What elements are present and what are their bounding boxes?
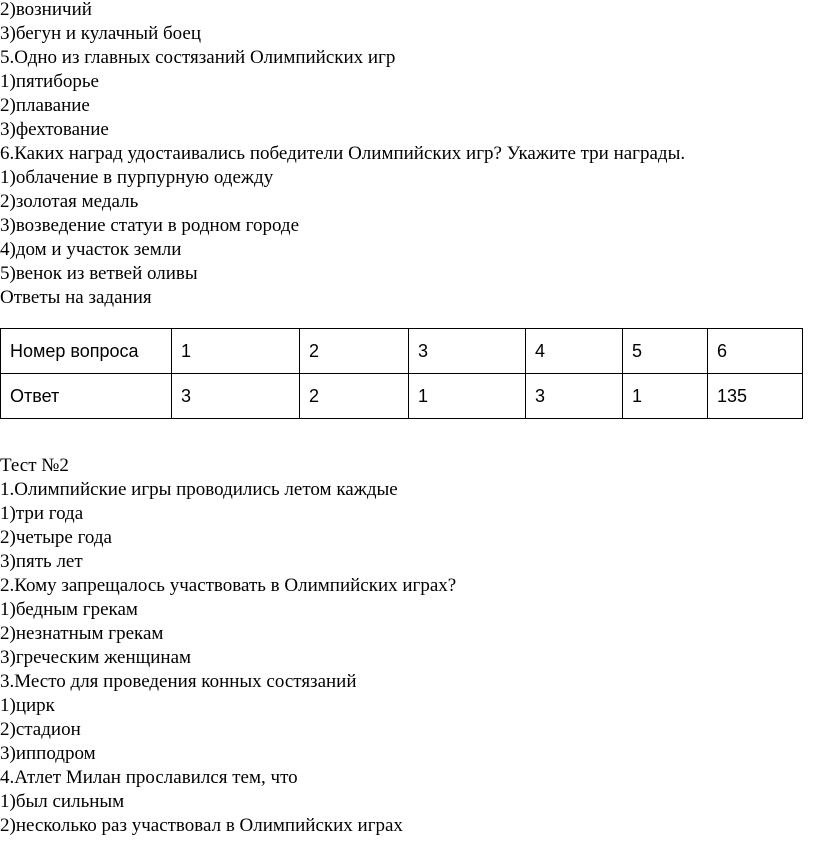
- text-line: 1)был сильным: [0, 791, 125, 812]
- table-header-cell: 6: [708, 329, 803, 374]
- text-line: 2)несколько раз участвовал в Олимпийских играх: [0, 815, 403, 836]
- text-line: 2)возничий: [0, 0, 92, 20]
- question-4: 4.Атлет Милан прославился тем, что: [0, 767, 298, 788]
- text-line: 2)четыре года: [0, 527, 112, 548]
- text-line: 3)пять лет: [0, 551, 83, 572]
- text-line: 1)бедным грекам: [0, 599, 138, 620]
- text-line: 2)плавание: [0, 95, 90, 116]
- question-1: 1.Олимпийские игры проводились летом каждые: [0, 479, 398, 500]
- text-line: 5)венок из ветвей оливы: [0, 263, 198, 284]
- text-line: 1)цирк: [0, 695, 55, 716]
- text-line: 3)ипподром: [0, 743, 96, 764]
- question-3: 3.Место для проведения конных состязаний: [0, 671, 357, 692]
- text-line: 3)фехтование: [0, 119, 109, 140]
- text-line: 3)бегун и кулачный боец: [0, 23, 201, 44]
- text-line: 2)стадион: [0, 719, 81, 740]
- table-header-cell: Номер вопроса: [1, 329, 172, 374]
- text-line: 4)дом и участок земли: [0, 239, 182, 260]
- text-line: 1)пятиборье: [0, 71, 99, 92]
- table-cell: 1: [623, 374, 708, 419]
- text-line: 3)греческим женщинам: [0, 647, 192, 668]
- answers-heading: Ответы на задания: [0, 287, 152, 308]
- table-header-cell: 4: [526, 329, 623, 374]
- table-header-cell: 3: [409, 329, 526, 374]
- table-row: [1, 374, 803, 419]
- test-title: Тест №2: [0, 455, 69, 476]
- answers-table: [0, 328, 803, 419]
- question-2: 2.Кому запрещалось участвовать в Олимпийских играх?: [0, 575, 457, 596]
- question-5: 5.Одно из главных состязаний Олимпийских игр: [0, 47, 396, 68]
- text-line: 1)три года: [0, 503, 84, 524]
- question-6: 6.Каких наград удостаивались победители Олимпийских игр? Укажите три награды.: [0, 143, 686, 164]
- table-header-cell: 1: [172, 329, 300, 374]
- table-cell: 3: [172, 374, 300, 419]
- table-header-cell: 2: [300, 329, 409, 374]
- table-row: [1, 329, 803, 374]
- table-cell: 135: [708, 374, 803, 419]
- text-line: 2)золотая медаль: [0, 191, 139, 212]
- table-header-cell: 5: [623, 329, 708, 374]
- table-cell: Ответ: [1, 374, 172, 419]
- text-line: 1)облачение в пурпурную одежду: [0, 167, 274, 188]
- text-line: 3)возведение статуи в родном городе: [0, 215, 300, 236]
- text-line: 2)незнатным грекам: [0, 623, 164, 644]
- table-cell: 3: [526, 374, 623, 419]
- table-cell: 1: [409, 374, 526, 419]
- table-cell: 2: [300, 374, 409, 419]
